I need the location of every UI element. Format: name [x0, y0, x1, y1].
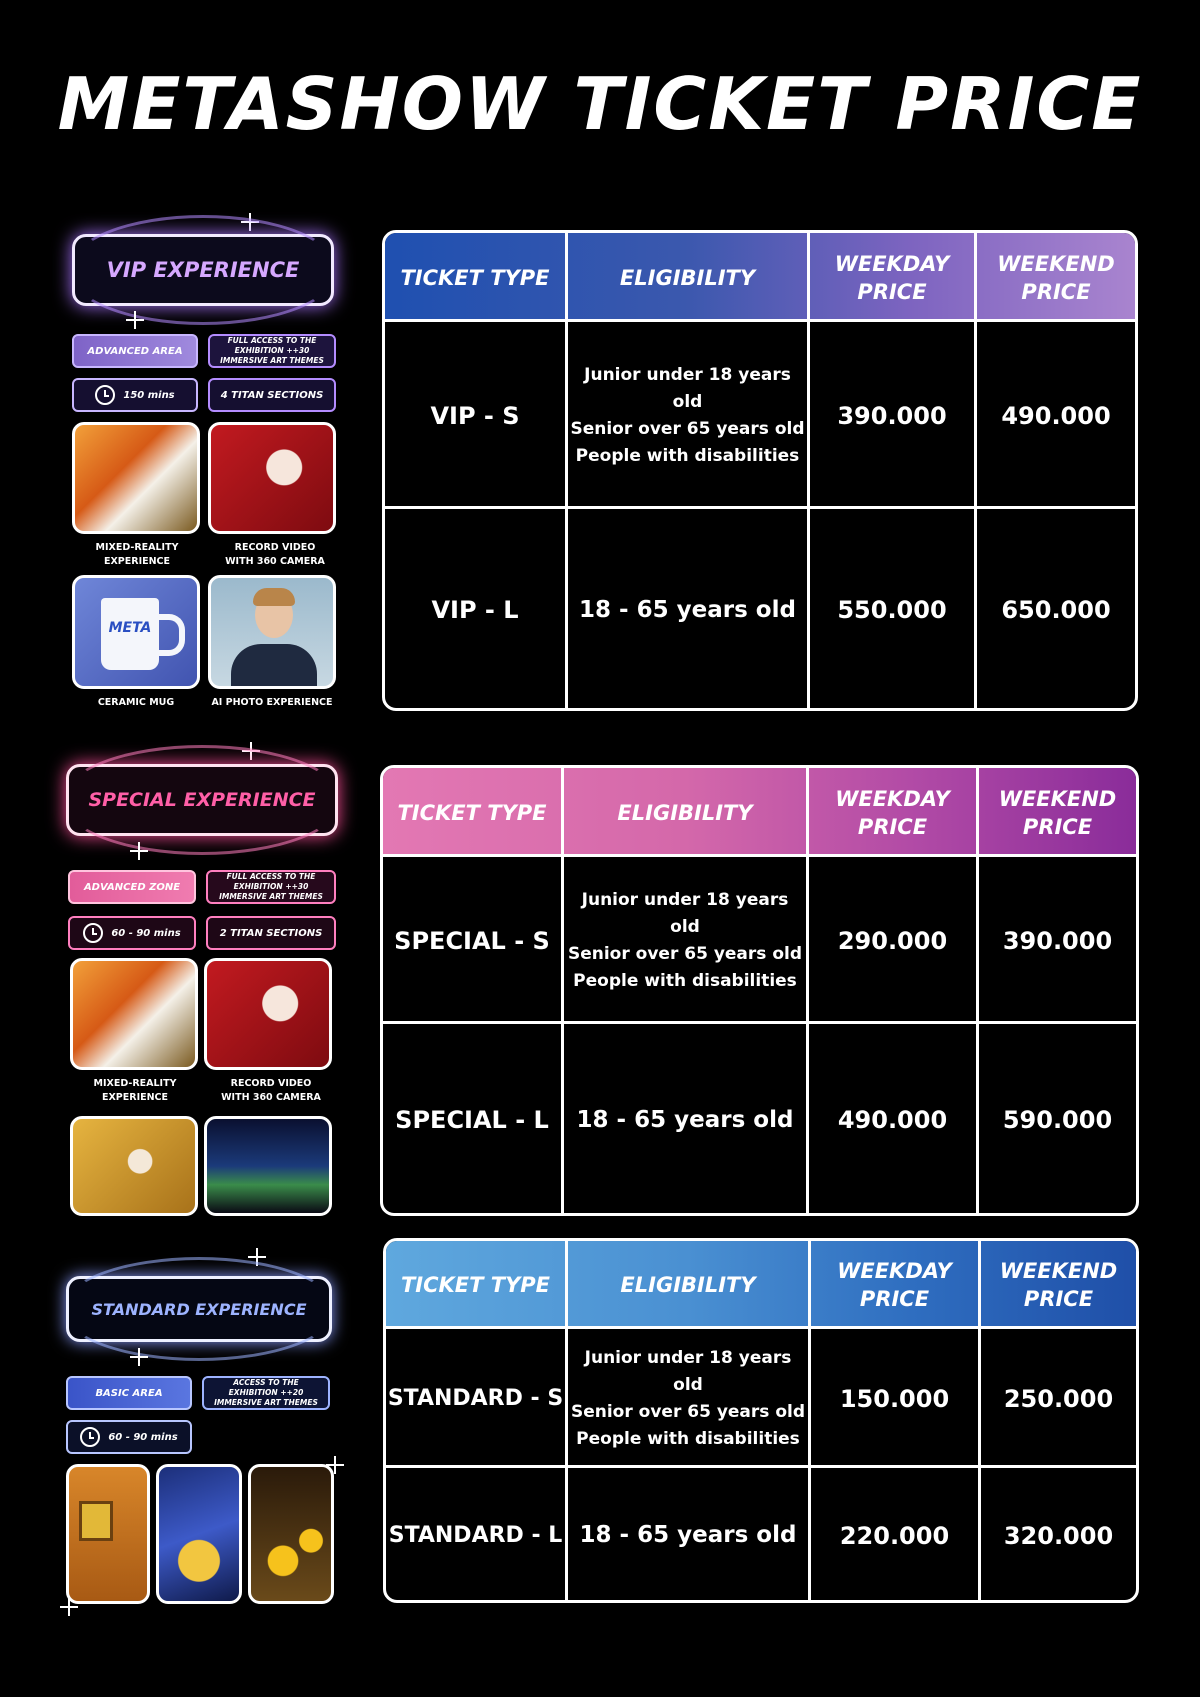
ticket-type-cell: SPECIAL - S [383, 857, 564, 1024]
header-ticket-type: TICKET TYPE [386, 1241, 568, 1329]
record-video-photo [208, 422, 336, 534]
sparkle-icon [64, 1602, 74, 1612]
photo-caption: MIXED-REALITY EXPERIENCE [95, 542, 179, 567]
standard-experience-badge [66, 1276, 332, 1342]
eligibility-cell: 18 - 65 years old [564, 1024, 809, 1216]
starry-night-photo [156, 1464, 242, 1604]
clock-icon [80, 1427, 100, 1447]
badge-label: SPECIAL EXPERIENCE [88, 789, 316, 811]
header-weekday-price: WEEKDAY PRICE [811, 1241, 981, 1329]
duration-chip [72, 378, 198, 412]
table-row [385, 319, 1135, 509]
table-header [386, 1241, 1136, 1329]
photo-caption: RECORD VIDEO WITH 360 CAMERA [225, 542, 325, 567]
header-weekend-price: WEEKEND PRICE [998, 786, 1117, 839]
area-chip: BASIC AREA [66, 1376, 192, 1410]
sparkle-icon [134, 846, 144, 856]
ticket-type-cell: STANDARD - S [386, 1329, 568, 1468]
ticket-type-cell: VIP - L [385, 509, 568, 711]
eligibility-cell [568, 322, 810, 509]
painting-frame [79, 1501, 113, 1541]
eligibility-cell [568, 1329, 811, 1468]
duration-label: 60 - 90 mins [108, 1431, 178, 1443]
standard-price-table [383, 1238, 1139, 1603]
eligibility-cell: 18 - 65 years old [568, 509, 810, 711]
sections-chip: 2 TITAN SECTIONS [206, 916, 336, 950]
mug-handle [155, 614, 185, 656]
badge-label: STANDARD EXPERIENCE [91, 1299, 307, 1319]
eligibility-line: People with disabilities [576, 1428, 800, 1449]
access-chip: FULL ACCESS TO THE EXHIBITION ++30 IMMERSIVE ART THEMES [208, 334, 336, 368]
photo-caption: CERAMIC MUG [97, 697, 175, 708]
sparkle-icon [130, 315, 140, 325]
table-row [385, 506, 1135, 711]
page-title: METASHOW TICKET PRICE [57, 62, 1143, 146]
weekend-price-cell: 250.000 [1003, 1384, 1114, 1413]
duration-chip [66, 1420, 192, 1454]
ticket-type-cell: VIP - S [385, 322, 568, 509]
portrait-hair [253, 588, 295, 606]
clock-icon [83, 923, 103, 943]
table-row [386, 1465, 1136, 1603]
sunflower-photo [248, 1464, 334, 1604]
sparkle-icon [330, 1460, 340, 1470]
eligibility-line: People with disabilities [575, 445, 800, 466]
mug-print: META [108, 620, 152, 636]
mixed-reality-photo [70, 958, 198, 1070]
eligibility-line: People with disabilities [573, 970, 797, 991]
vip-experience-badge [72, 234, 334, 306]
golden-room-photo [70, 1116, 198, 1216]
eligibility-line: Junior under 18 years old [581, 889, 789, 937]
vip-promo-panel [62, 212, 350, 712]
header-weekend-price: WEEKEND PRICE [997, 251, 1115, 304]
standard-promo-panel [60, 1252, 352, 1612]
header-eligibility: ELIGIBILITY [564, 768, 809, 857]
eligibility-cell: 18 - 65 years old [568, 1468, 811, 1603]
immersive-room-photo [204, 1116, 332, 1216]
clock-icon [95, 385, 115, 405]
eligibility-cell [564, 857, 809, 1024]
special-promo-panel [60, 746, 352, 1216]
photo-caption: RECORD VIDEO WITH 360 CAMERA [221, 1078, 321, 1103]
duration-label: 150 mins [123, 389, 175, 401]
photo-caption: MIXED-REALITY EXPERIENCE [93, 1078, 177, 1103]
eligibility-line: Junior under 18 years old [584, 1347, 792, 1395]
photo-caption: AI PHOTO EXPERIENCE [211, 697, 333, 708]
gallery-photo [66, 1464, 150, 1604]
weekday-price-cell: 550.000 [810, 509, 977, 711]
mixed-reality-photo [72, 422, 200, 534]
table-row [383, 1021, 1136, 1216]
access-chip: ACCESS TO THE EXHIBITION ++20 IMMERSIVE ART THEMES [202, 1376, 330, 1410]
record-video-photo [204, 958, 332, 1070]
ticket-type-cell: SPECIAL - L [383, 1024, 564, 1216]
table-header [383, 768, 1136, 857]
eligibility-line: Senior over 65 years old [570, 418, 805, 439]
portrait-suit [231, 644, 317, 689]
table-row [383, 854, 1136, 1024]
weekday-price-cell: 220.000 [811, 1468, 981, 1603]
sparkle-icon [134, 1352, 144, 1362]
weekend-price-cell: 590.000 [1002, 1106, 1113, 1134]
header-ticket-type: TICKET TYPE [383, 768, 564, 857]
ceramic-mug-photo [72, 575, 200, 689]
badge-label: VIP EXPERIENCE [106, 258, 300, 282]
header-weekday-price: WEEKDAY PRICE [810, 233, 977, 322]
weekend-price-cell: 490.000 [1001, 401, 1111, 430]
weekday-price-cell: 150.000 [811, 1329, 981, 1468]
access-chip: FULL ACCESS TO THE EXHIBITION ++30 IMMERSIVE ART THEMES [206, 870, 336, 904]
weekday-price-cell: 390.000 [810, 322, 977, 509]
eligibility-line: Senior over 65 years old [570, 1401, 806, 1422]
ai-photo [208, 575, 336, 689]
header-ticket-type: TICKET TYPE [385, 233, 568, 322]
header-eligibility: ELIGIBILITY [568, 233, 810, 322]
area-chip: ADVANCED AREA [72, 334, 198, 368]
header-eligibility: ELIGIBILITY [568, 1241, 811, 1329]
weekday-price-cell: 490.000 [809, 1024, 979, 1216]
area-chip: ADVANCED ZONE [68, 870, 196, 904]
special-price-table [380, 765, 1139, 1216]
weekday-price-cell: 290.000 [809, 857, 979, 1024]
ticket-type-cell: STANDARD - L [386, 1468, 568, 1603]
special-experience-badge [66, 764, 338, 836]
weekend-price-cell: 650.000 [1001, 596, 1111, 624]
header-weekend-price: WEEKEND PRICE [999, 1259, 1118, 1311]
duration-chip [68, 916, 196, 950]
table-row [386, 1326, 1136, 1468]
eligibility-line: Junior under 18 years old [584, 364, 791, 412]
vip-price-table [382, 230, 1138, 711]
sections-chip: 4 TITAN SECTIONS [208, 378, 336, 412]
eligibility-line: Senior over 65 years old [567, 943, 803, 964]
header-weekday-price: WEEKDAY PRICE [809, 768, 979, 857]
table-header [385, 233, 1135, 322]
weekend-price-cell: 390.000 [1002, 926, 1113, 955]
duration-label: 60 - 90 mins [111, 927, 181, 939]
weekend-price-cell: 320.000 [1003, 1521, 1114, 1550]
